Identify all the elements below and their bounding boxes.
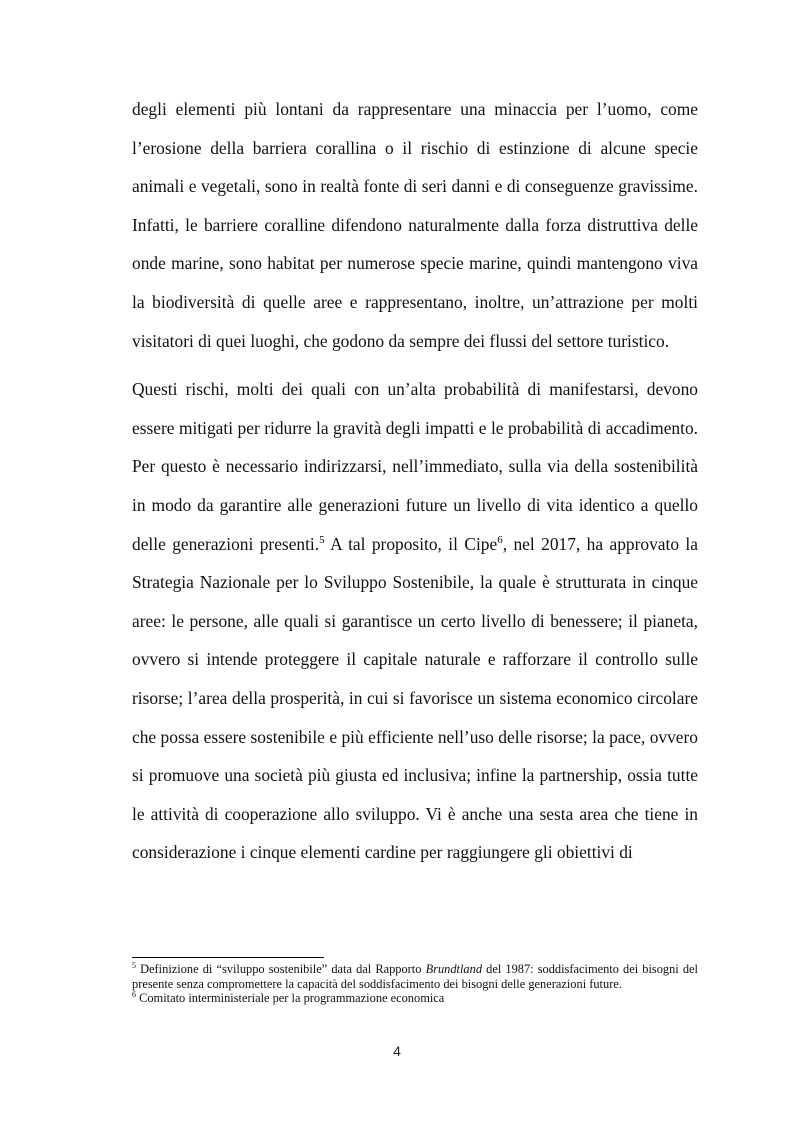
footnote-5-text-a: Definizione di “sviluppo sostenibile” data dal Rapporto <box>136 962 426 976</box>
body-text <box>132 90 698 872</box>
paragraph-2 <box>132 370 698 872</box>
footnote-6-number: 6 <box>132 990 136 1000</box>
footnote-6 <box>132 991 698 1006</box>
footnote-ref-6: 6 <box>497 533 503 546</box>
footnote-5-italic: Brundtland <box>425 962 483 976</box>
footnotes <box>132 962 698 1006</box>
footnote-separator <box>132 957 324 958</box>
footnote-ref-5: 5 <box>319 533 325 546</box>
footnote-6-text: Comitato interministeriale per la programmazione economica <box>136 991 445 1006</box>
paragraph-1: degli elementi più lontani da rappresentare una minaccia per l’uomo, come l’erosione della barriera corallina o il rischio di estinzione di alcune specie animali e vegetali, sono in realtà fonte di seri danni e di conseguenze gravissime. Infatti, le barriere coralline difendono naturalmente dalla forza distruttiva delle onde marine, sono habitat per numerose specie marine, quindi mantengono viva la biodiversità di quelle aree e rappresentano, inoltre, un’attrazione per molti visitatori di quei luoghi, che godono da sempre dei flussi del settore turistico. <box>132 99 698 351</box>
paragraph-2-text-c: , nel 2017, ha approvato la Strategia Nazionale per lo Sviluppo Sostenibile, la quale è strutturata in cinque aree: le persone, alle quali si garantisce un certo livello di benessere; il pianeta, ovvero si intende proteggere il capitale naturale e rafforzare il controllo sulle risorse; l’area della prosperità, in cui si favorisce un sistema economico circolare che possa essere sostenibile e più efficiente nell’uso delle risorse; la pace, ovvero si promuove una società più giusta ed inclusiva; infine la partnership, ossia tutte le attività di cooperazione allo sviluppo. Vi è anche una sesta area che tiene in considerazione i cinque elementi cardine per raggiungere gli obiettivi di <box>132 533 698 863</box>
page-number: 4 <box>393 1043 401 1059</box>
paragraph-2-text-b: A tal proposito, il Cipe <box>324 533 498 554</box>
paragraph-2-text-a: Questi rischi, molti dei quali con un’alta probabilità di manifestarsi, devono essere mitigati per ridurre la gravità degli impatti e le probabilità di accadimento. Per questo è necessario indirizzarsi, nell’immediato, sulla via della sostenibilità in modo da garantire alle generazioni future un livello di vita identico a quello delle generazioni presenti. <box>132 379 698 554</box>
footnote-5-number: 5 <box>132 960 136 970</box>
footnote-5-text-b: del 1987: soddisfacimento dei bisogni del presente senza compromettere la capacità del soddisfacimento dei bisogni delle generazioni future. <box>132 962 698 991</box>
footnote-5 <box>132 962 698 991</box>
